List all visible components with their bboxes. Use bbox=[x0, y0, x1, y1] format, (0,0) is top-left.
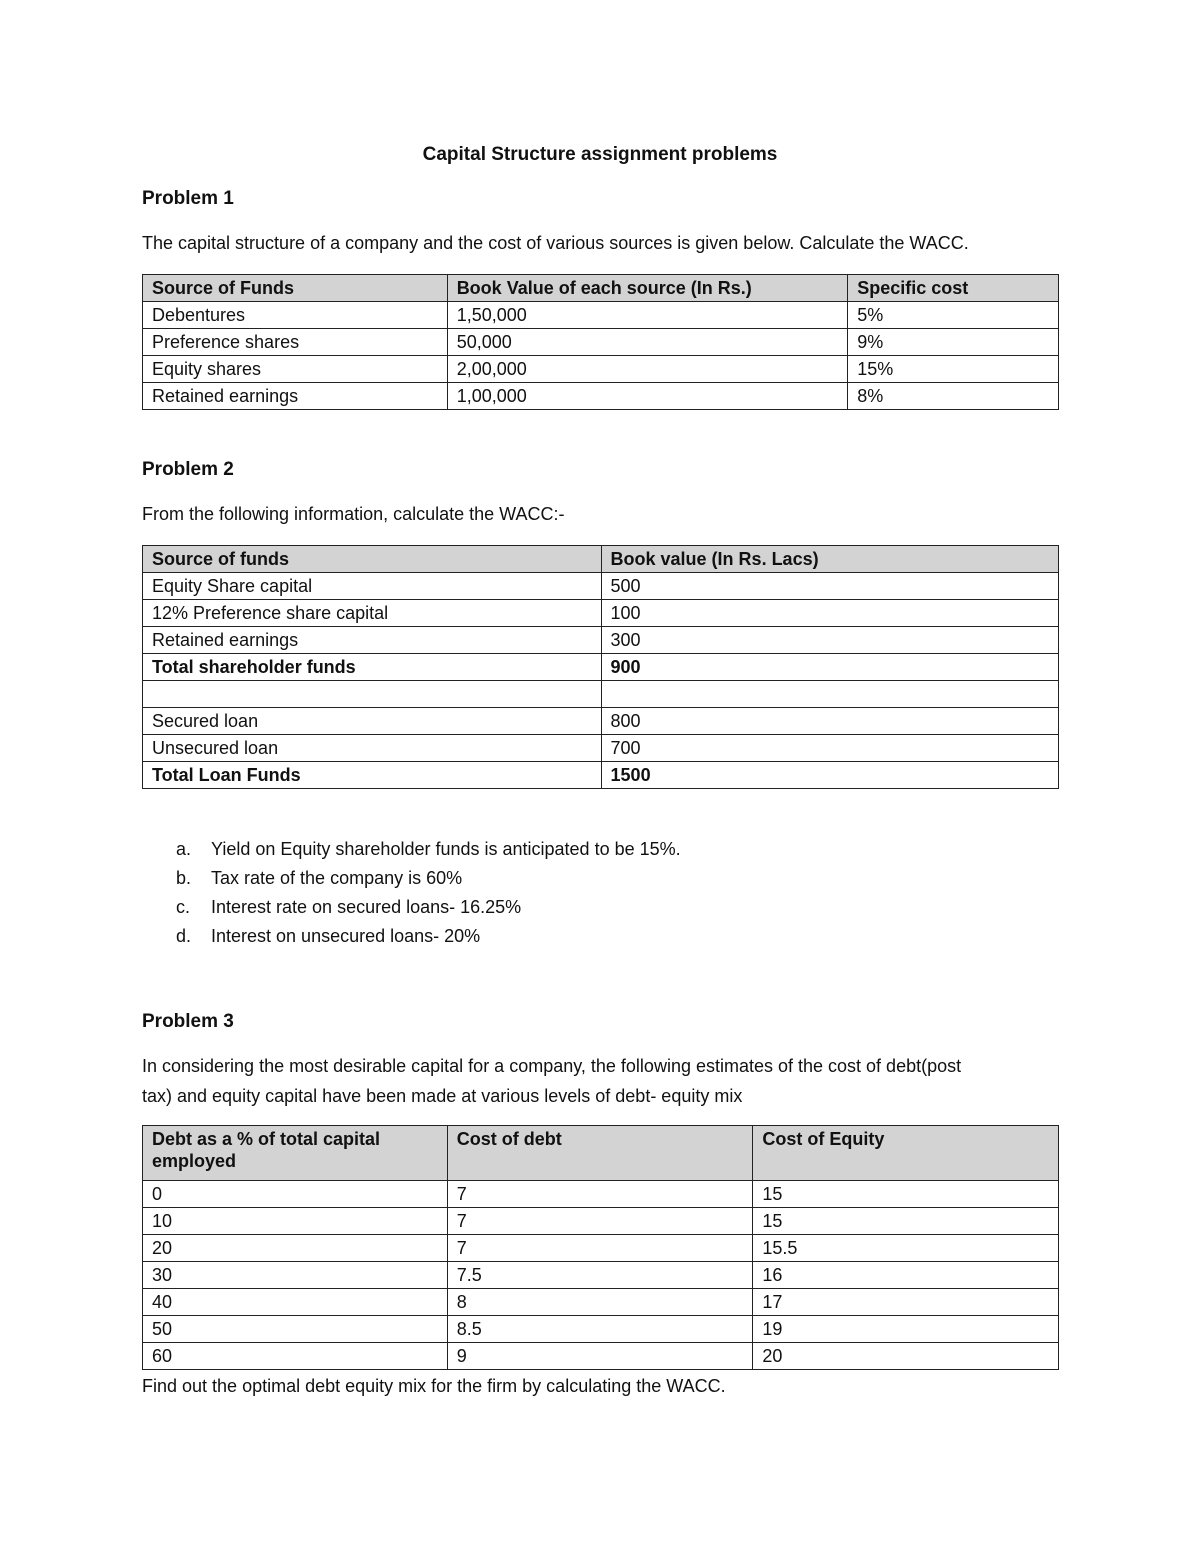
table-cell: 16 bbox=[753, 1262, 1059, 1289]
table-row bbox=[143, 573, 1059, 600]
table-cell bbox=[601, 681, 1058, 708]
table-cell: 8% bbox=[848, 383, 1059, 410]
problem1-table bbox=[142, 274, 1059, 410]
table-cell: 9% bbox=[848, 329, 1059, 356]
table-cell: 9 bbox=[447, 1343, 753, 1370]
table-cell: 8.5 bbox=[447, 1316, 753, 1343]
empty-row bbox=[143, 681, 1059, 708]
table-cell: 700 bbox=[601, 735, 1058, 762]
table-header-row bbox=[143, 1126, 1059, 1181]
table-cell: Equity shares bbox=[143, 356, 448, 383]
table-cell: 10 bbox=[143, 1208, 448, 1235]
table-cell: 12% Preference share capital bbox=[143, 600, 602, 627]
problem2-intro: From the following information, calculate the WACC:- bbox=[142, 504, 565, 524]
table-cell: 7.5 bbox=[447, 1262, 753, 1289]
table-cell: 15.5 bbox=[753, 1235, 1059, 1262]
table-cell: 500 bbox=[601, 573, 1058, 600]
problem2-heading: Problem 2 bbox=[142, 459, 234, 480]
table-header-row bbox=[143, 275, 1059, 302]
list-text: Interest rate on secured loans- 16.25% bbox=[211, 897, 522, 917]
table-cell: 7 bbox=[447, 1235, 753, 1262]
list-marker: d. bbox=[176, 926, 192, 946]
table-cell: 40 bbox=[143, 1289, 448, 1316]
table-cell: 30 bbox=[143, 1262, 448, 1289]
problem3-table bbox=[142, 1125, 1059, 1370]
total-row bbox=[143, 654, 1059, 681]
table-cell: 15 bbox=[753, 1208, 1059, 1235]
header-cell: Cost of Equity bbox=[753, 1126, 1059, 1181]
table-row bbox=[143, 1181, 1059, 1208]
table-cell: 7 bbox=[447, 1181, 753, 1208]
header-cell: Source of funds bbox=[143, 546, 602, 573]
table-cell: 1500 bbox=[601, 762, 1058, 789]
total-row bbox=[143, 762, 1059, 789]
table-cell: Unsecured loan bbox=[143, 735, 602, 762]
table-cell: Equity Share capital bbox=[143, 573, 602, 600]
table-cell: Total Loan Funds bbox=[143, 762, 602, 789]
table-cell: 15 bbox=[753, 1181, 1059, 1208]
table-cell bbox=[143, 681, 602, 708]
list-text: Interest on unsecured loans- 20% bbox=[211, 926, 481, 946]
table-cell: 2,00,000 bbox=[447, 356, 848, 383]
table-cell: Retained earnings bbox=[143, 627, 602, 654]
table-cell: 900 bbox=[601, 654, 1058, 681]
table-cell: 19 bbox=[753, 1316, 1059, 1343]
header-cell: Book value (In Rs. Lacs) bbox=[601, 546, 1058, 573]
table-row bbox=[143, 356, 1059, 383]
table-row bbox=[143, 1235, 1059, 1262]
table-row bbox=[143, 383, 1059, 410]
table-cell: 50,000 bbox=[447, 329, 848, 356]
table-cell: 15% bbox=[848, 356, 1059, 383]
table-cell: 8 bbox=[447, 1289, 753, 1316]
table-cell: 60 bbox=[143, 1343, 448, 1370]
header-cell: Specific cost bbox=[848, 275, 1059, 302]
table-cell: Total shareholder funds bbox=[143, 654, 602, 681]
table-cell: 5% bbox=[848, 302, 1059, 329]
list-marker: b. bbox=[176, 868, 192, 888]
table-row bbox=[143, 1316, 1059, 1343]
table-cell: 100 bbox=[601, 600, 1058, 627]
problem3-intro-line2: tax) and equity capital have been made at various levels of debt- equity mix bbox=[142, 1086, 743, 1106]
table-cell: 50 bbox=[143, 1316, 448, 1343]
table-cell: 20 bbox=[143, 1235, 448, 1262]
table-cell: Secured loan bbox=[143, 708, 602, 735]
problem3-heading: Problem 3 bbox=[142, 1011, 234, 1032]
table-row bbox=[143, 1262, 1059, 1289]
problem3-footer: Find out the optimal debt equity mix for the firm by calculating the WACC. bbox=[142, 1376, 726, 1396]
table-cell: 17 bbox=[753, 1289, 1059, 1316]
table-cell: 1,00,000 bbox=[447, 383, 848, 410]
table-cell: Retained earnings bbox=[143, 383, 448, 410]
table-header-row bbox=[143, 546, 1059, 573]
table-row bbox=[143, 1208, 1059, 1235]
problem2-table bbox=[142, 545, 1059, 789]
table-row bbox=[143, 627, 1059, 654]
table-cell: 1,50,000 bbox=[447, 302, 848, 329]
table-cell: 7 bbox=[447, 1208, 753, 1235]
list-text: Yield on Equity shareholder funds is anticipated to be 15%. bbox=[211, 839, 681, 859]
table-cell: Preference shares bbox=[143, 329, 448, 356]
header-cell: Debt as a % of total capital employed bbox=[143, 1126, 448, 1181]
list-marker: c. bbox=[176, 897, 191, 917]
table-row bbox=[143, 302, 1059, 329]
table-cell: 20 bbox=[753, 1343, 1059, 1370]
table-row bbox=[143, 708, 1059, 735]
table-row bbox=[143, 1289, 1059, 1316]
table-row bbox=[143, 600, 1059, 627]
table-cell: Debentures bbox=[143, 302, 448, 329]
page-title: Capital Structure assignment problems bbox=[422, 144, 778, 165]
table-row bbox=[143, 1343, 1059, 1370]
header-cell: Source of Funds bbox=[143, 275, 448, 302]
table-row bbox=[143, 735, 1059, 762]
problem1-intro: The capital structure of a company and the cost of various sources is given below. Calculate the WACC. bbox=[142, 233, 969, 253]
table-cell: 0 bbox=[143, 1181, 448, 1208]
problem3-intro-line1: In considering the most desirable capital for a company, the following estimates of the cost of debt(post bbox=[142, 1056, 962, 1076]
table-cell: 300 bbox=[601, 627, 1058, 654]
table-row bbox=[143, 329, 1059, 356]
table-cell: 800 bbox=[601, 708, 1058, 735]
header-cell: Book Value of each source (In Rs.) bbox=[447, 275, 848, 302]
problem1-heading: Problem 1 bbox=[142, 188, 234, 209]
list-marker: a. bbox=[176, 839, 192, 859]
header-cell: Cost of debt bbox=[447, 1126, 753, 1181]
list-text: Tax rate of the company is 60% bbox=[211, 868, 463, 888]
